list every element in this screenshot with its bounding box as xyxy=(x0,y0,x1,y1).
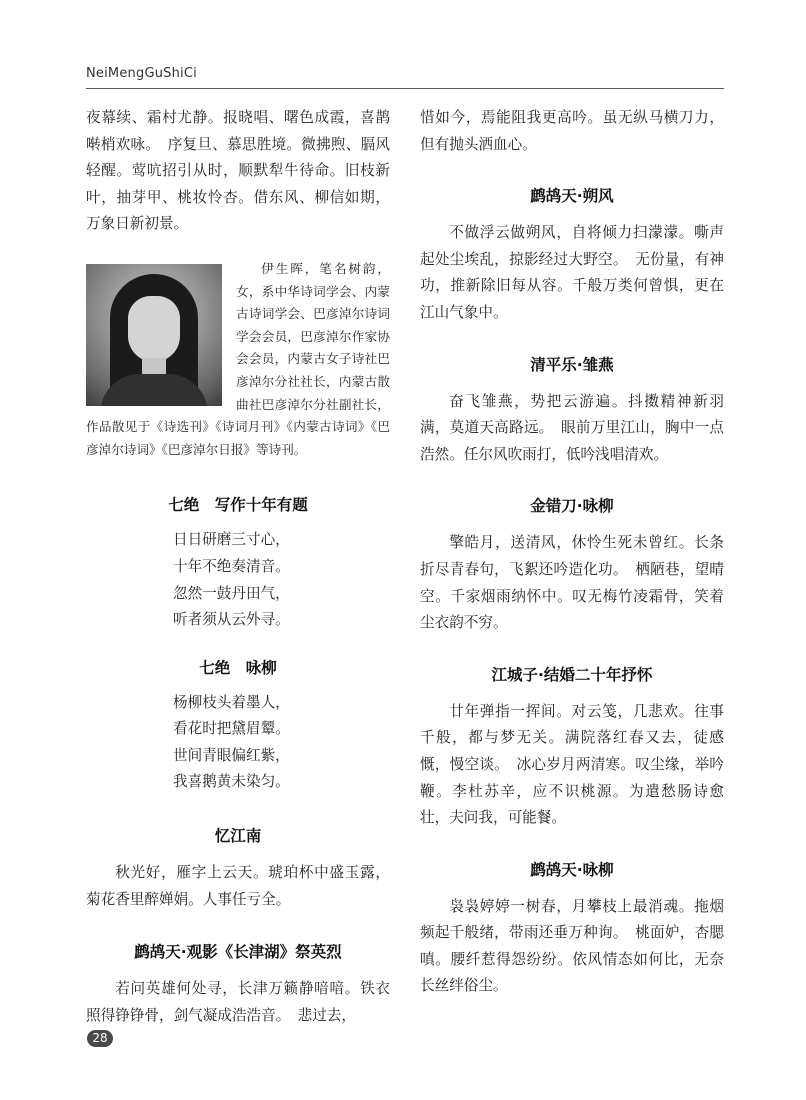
poem-line: 十年不绝奏清音。 xyxy=(173,557,290,575)
poem-title: 忆江南 xyxy=(214,827,262,846)
poem-title: 鹧鸪天·朔风 xyxy=(530,187,614,206)
poem-title: 鹧鸪天·观影《长津湖》祭英烈 xyxy=(134,943,342,962)
poem-line: 世间青眼偏红紫， xyxy=(173,746,290,764)
journal-header: NeiMengGuShiCi xyxy=(86,66,197,81)
poem-title: 清平乐·雏燕 xyxy=(530,355,614,374)
poem-title: 七绝 咏柳 xyxy=(199,658,277,677)
right-column xyxy=(420,105,724,1000)
poem-body-continued: 惜如今，焉能阻我更高吟。虽无纵马横刀力，但有抛头洒血心。 xyxy=(420,109,724,153)
header-rule xyxy=(86,88,724,89)
poem-body xyxy=(86,527,390,633)
author-bio-text: 伊生晖，笔名树韵，女，系中华诗词学会、内蒙古诗词学会、巴彦淖尔诗词学会会员，巴彦淖尔作家协会会员，内蒙古女子诗社巴彦淖尔分社社长，内蒙古散曲社巴彦淖尔分社副社长，作品散见于《诗选刊》《诗词月刊》《内蒙古诗词》《巴彦淖尔诗词》《巴彦淖尔日报》等诗刊。 xyxy=(86,260,390,457)
poem-body: 若问英雄何处寻，长津万籁静喑喑。铁衣照得铮铮骨，剑气凝成浩浩音。 悲过去， xyxy=(86,980,390,1024)
poem-title: 金错刀·咏柳 xyxy=(530,497,614,516)
author-photo xyxy=(86,264,222,406)
poem-body: 不做浮云做朔风，自将倾力扫濛濛。嘶声起处尘埃乱，掠影经过大野空。 无份量，有神功，推新除旧每从容。千般万类何曾惧，更在江山气象中。 xyxy=(420,224,724,321)
poem-line: 忽然一鼓丹田气， xyxy=(173,584,290,602)
poem-body: 袅袅婷婷一树春，月攀枝上最消魂。拖烟频起千般绪，带雨还垂万种询。 桃面妒，杏腮嗔。腰纤惹得怨纷纷。依风情态如何比，无奈长丝绊俗尘。 xyxy=(420,897,724,995)
poem-title: 七绝 写作十年有题 xyxy=(168,496,308,515)
poem-line: 杨柳枝头着墨人， xyxy=(173,693,290,711)
poem-line: 听者须从云外寻。 xyxy=(173,611,290,629)
poem-body: 擎皓月，送清风，休怜生死未曾红。长条折尽青春句，飞絮还吟造化功。 栖陋巷，望晴空。千家烟雨纳怀中。叹无梅竹凌霜骨，笑着尘衣韵不穷。 xyxy=(420,534,724,632)
poem-line: 日日研磨三寸心， xyxy=(173,531,290,549)
page-number: 28 xyxy=(87,1030,113,1047)
author-bio xyxy=(86,258,390,461)
poem-line: 看花时把黛眉颦。 xyxy=(173,720,290,738)
poem-body xyxy=(86,690,390,796)
intro-paragraph: 夜幕续、霜村尤静。报晓唱、曙色成霞，喜鹊啭梢欢咏。 序复旦、慕思胜境。微拂煦、膈风轻醒。莺吭招引从时，顺默犁牛待命。旧枝新叶，抽芽甲、桃妆怜杏。借东风、柳信如期，万象日新初景。 xyxy=(86,109,390,233)
poem-line: 我喜鹅黄未染匀。 xyxy=(173,773,290,791)
poem-body: 廿年弹指一挥间。对云笺，几悲欢。往事千般，都与梦无关。满院落红春又去，徒感慨，慢空谈。 冰心岁月两清寒。叹尘缘，举吟鞭。李杜苏辛，应不识桃源。为遣愁肠诗愈壮，夫问我，可能餐。 xyxy=(420,702,724,827)
poem-title: 江城子·结婚二十年抒怀 xyxy=(491,665,653,684)
poem-title: 鹧鸪天·咏柳 xyxy=(530,860,614,879)
poem-body: 奋飞雏燕，势把云游遍。抖擞精神新羽满，莫道天高路远。 眼前万里江山，胸中一点浩然。任尔风吹雨打，低吟浅唱清欢。 xyxy=(420,392,724,463)
poem-body: 秋光好，雁字上云天。琥珀杯中盛玉露，菊花香里醉婵娟。人事任亏全。 xyxy=(86,864,390,908)
left-column xyxy=(86,105,390,1029)
